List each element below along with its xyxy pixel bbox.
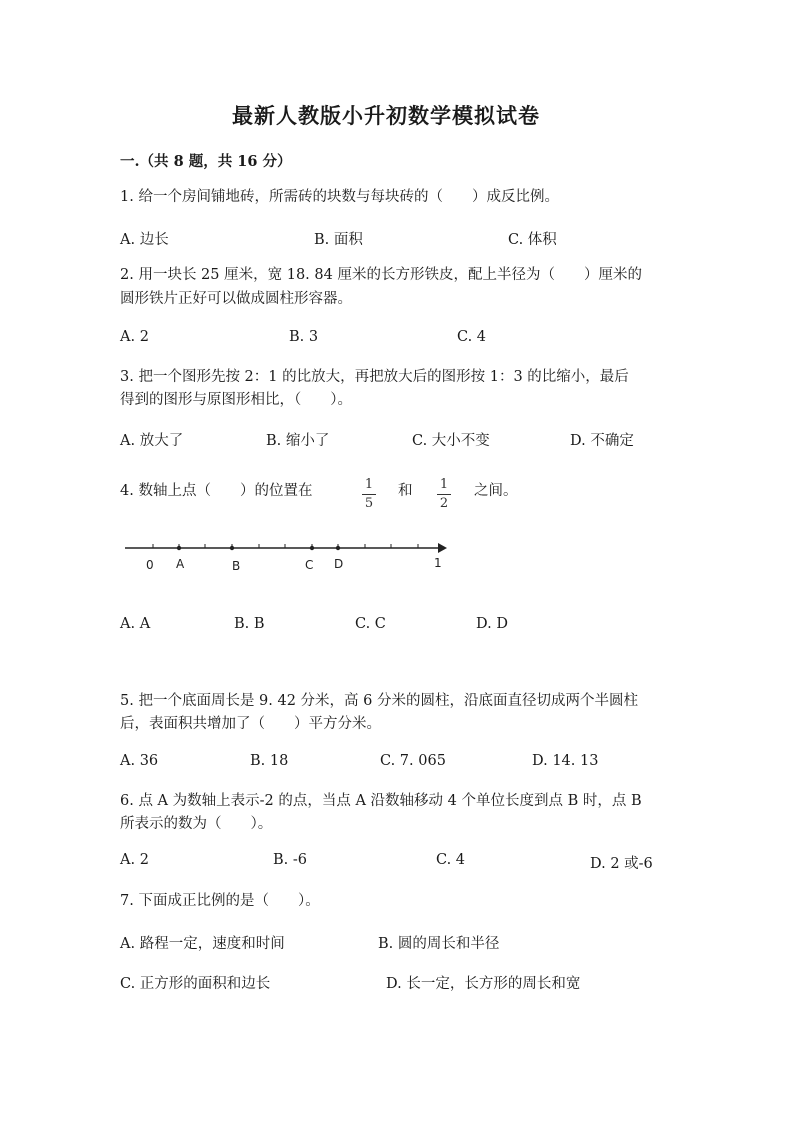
fraction-2-bar <box>437 494 451 495</box>
label-1: 1 <box>434 556 442 570</box>
arrow-right-icon <box>438 543 447 553</box>
fraction-one-half <box>437 477 451 512</box>
question-5-option-b[interactable]: B. 18 <box>250 753 289 769</box>
question-6-option-a[interactable]: A. 2 <box>120 852 149 868</box>
question-3-line-2: 得到的图形与原图形相比，（ ）。 <box>120 392 352 408</box>
number-line-axis <box>120 538 450 558</box>
question-2-option-c[interactable]: C. 4 <box>457 329 487 345</box>
question-6-option-d[interactable]: D. 2 或-6 <box>590 856 653 872</box>
question-4-option-a[interactable]: A. A <box>120 616 151 632</box>
fraction-1-bar <box>362 494 376 495</box>
label-c: C <box>305 558 314 572</box>
point-d-dot <box>336 546 340 550</box>
number-line <box>120 538 450 578</box>
fraction-1-numerator: 1 <box>364 477 374 492</box>
question-5-line-2: 后，表面积共增加了（ ）平方分米。 <box>120 716 381 732</box>
question-3-option-c[interactable]: C. 大小不变 <box>412 433 490 449</box>
question-1-option-c[interactable]: C. 体积 <box>508 232 557 248</box>
question-6-option-b[interactable]: B. -6 <box>273 852 307 868</box>
fraction-one-fifth <box>362 477 376 512</box>
question-7-option-b[interactable]: B. 圆的周长和半径 <box>378 936 500 952</box>
label-d: D <box>334 557 344 571</box>
question-5-option-a[interactable]: A. 36 <box>120 753 159 769</box>
fraction-2-numerator: 1 <box>439 477 449 492</box>
question-4-option-d[interactable]: D. D <box>476 616 508 632</box>
question-3-option-a[interactable]: A. 放大了 <box>120 433 184 449</box>
question-4-text-and: 和 <box>398 483 413 499</box>
label-a: A <box>176 557 185 571</box>
question-7-option-a[interactable]: A. 路程一定，速度和时间 <box>120 936 285 952</box>
page-title: 最新人教版小升初数学模拟试卷 <box>232 103 540 128</box>
question-4-text-end: 之间。 <box>474 483 518 499</box>
question-5-option-d[interactable]: D. 14. 13 <box>532 753 599 769</box>
question-4-option-b[interactable]: B. B <box>234 616 265 632</box>
question-1-option-b[interactable]: B. 面积 <box>314 232 363 248</box>
point-a-dot <box>177 546 181 550</box>
label-0: 0 <box>146 558 154 572</box>
question-4-text-start: 4. 数轴上点（ ）的位置在 <box>120 483 313 499</box>
question-5-line-1: 5. 把一个底面周长是 9. 42 分米，高 6 分米的圆柱，沿底面直径切成两个半圆柱 <box>120 693 638 709</box>
section-header: 一.（共 8 题，共 16 分） <box>120 153 292 170</box>
question-4-option-c[interactable]: C. C <box>355 616 386 632</box>
fraction-2-denominator: 2 <box>439 496 449 511</box>
question-6-line-1: 6. 点 A 为数轴上表示-2 的点，当点 A 沿数轴移动 4 个单位长度到点 B 时，点 B <box>120 793 642 809</box>
question-2-line-2: 圆形铁片正好可以做成圆柱形容器。 <box>120 291 352 307</box>
question-1-line-1: 1. 给一个房间铺地砖，所需砖的块数与每块砖的（ ）成反比例。 <box>120 189 559 205</box>
question-6-line-2: 所表示的数为（ ）。 <box>120 816 273 832</box>
question-3-option-b[interactable]: B. 缩小了 <box>266 433 330 449</box>
question-7-line-1: 7. 下面成正比例的是（ ）。 <box>120 893 320 909</box>
point-b-dot <box>230 546 234 550</box>
question-7-option-d[interactable]: D. 长一定，长方形的周长和宽 <box>386 976 581 992</box>
question-3-line-1: 3. 把一个图形先按 2：1 的比放大，再把放大后的图形按 1：3 的比缩小，最后 <box>120 369 629 385</box>
question-5-option-c[interactable]: C. 7. 065 <box>380 753 446 769</box>
fraction-1-denominator: 5 <box>364 496 374 511</box>
question-6-option-c[interactable]: C. 4 <box>436 852 466 868</box>
point-c-dot <box>310 546 314 550</box>
question-7-option-c[interactable]: C. 正方形的面积和边长 <box>120 976 271 992</box>
question-2-option-a[interactable]: A. 2 <box>120 329 149 345</box>
question-2-line-1: 2. 用一块长 25 厘米，宽 18. 84 厘米的长方形铁皮，配上半径为（ ）厘米的 <box>120 267 642 283</box>
question-3-option-d[interactable]: D. 不确定 <box>570 433 634 449</box>
question-1-option-a[interactable]: A. 边长 <box>120 232 169 248</box>
question-2-option-b[interactable]: B. 3 <box>289 329 319 345</box>
label-b: B <box>232 559 241 573</box>
